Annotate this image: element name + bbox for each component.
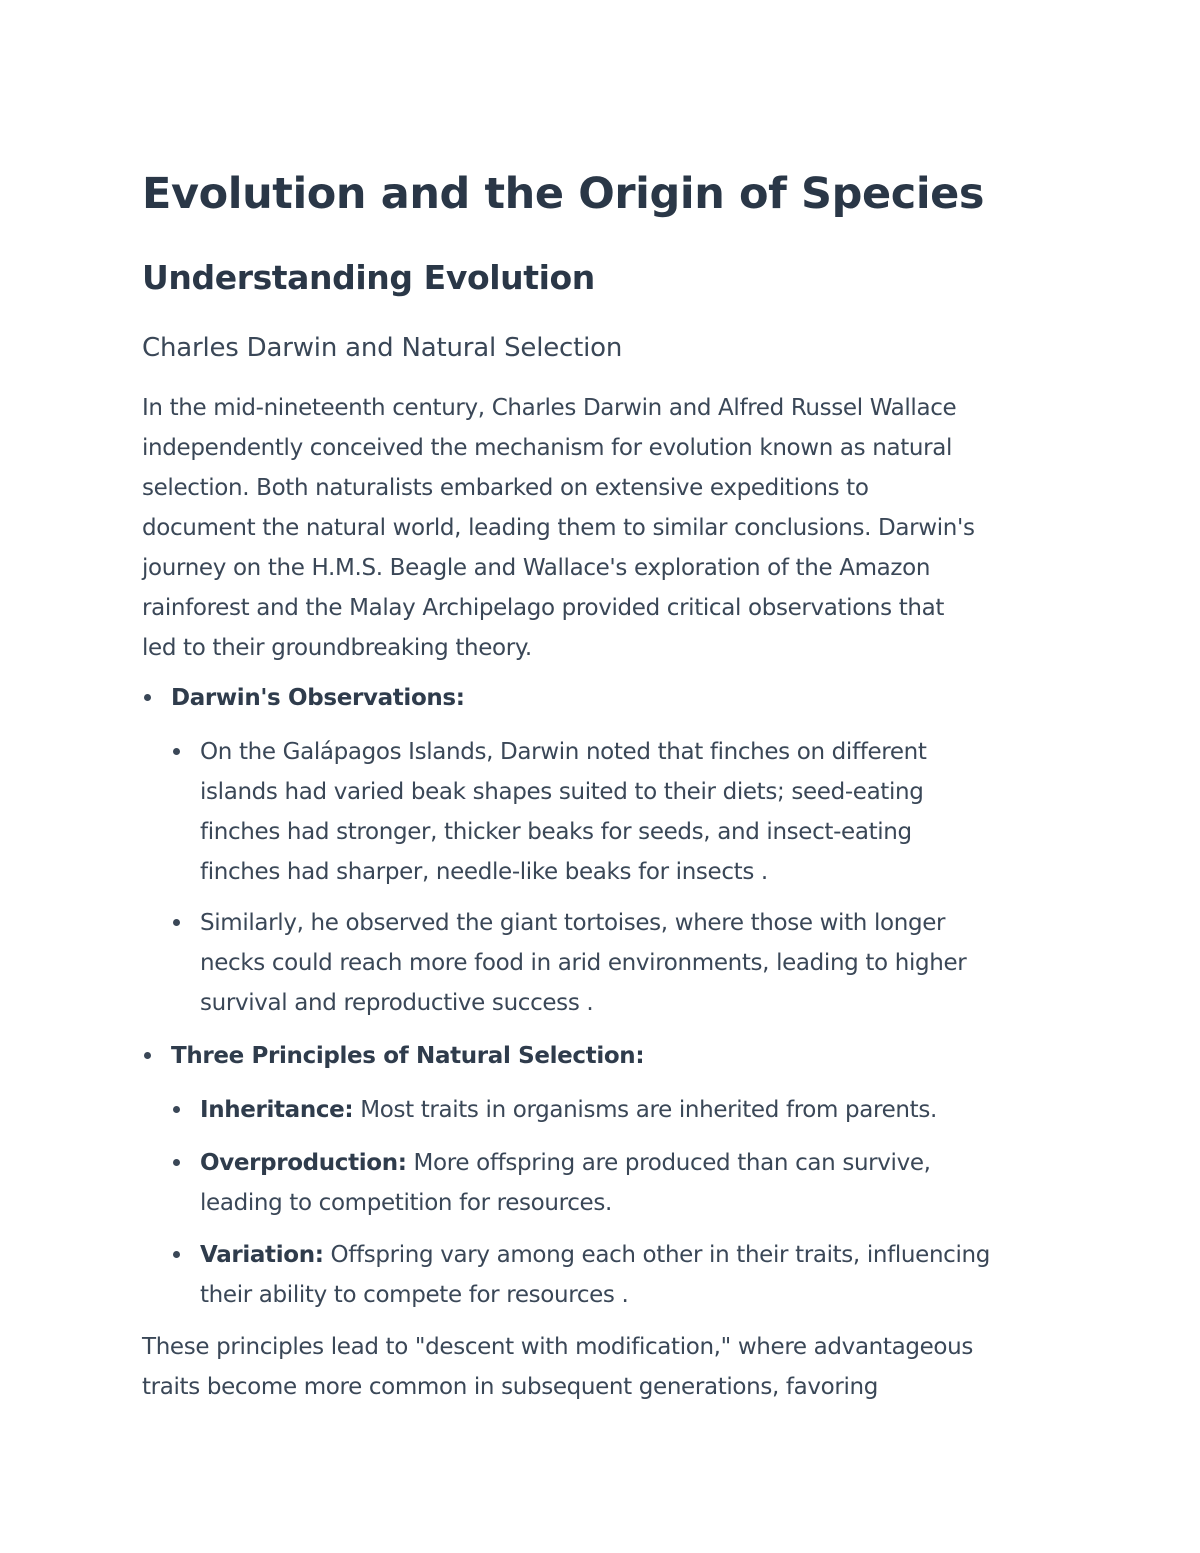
list-item-finches [200,732,927,892]
closing-paragraph [142,1327,1047,1407]
list-item-label: Darwin's Observations: [171,685,465,711]
list-item-tortoises [200,903,966,1023]
term-description: Offspring vary among each other in their traits, influencing [323,1242,990,1268]
paragraph-line: traits become more common in subsequent generations, favoring [142,1374,879,1400]
list-item-observations [171,678,465,718]
list-item-label: Three Principles of Natural Selection: [171,1043,645,1069]
bullet-icon [144,1052,151,1059]
list-item-line: their ability to compete for resources . [200,1282,629,1308]
term-label: Overproduction: [200,1150,407,1176]
section-heading: Understanding Evolution [142,258,595,297]
paragraph-line: document the natural world, leading them to similar conclusions. Darwin's [142,515,975,541]
list-item-line [200,1090,937,1130]
paragraph-line: journey on the H.M.S. Beagle and Wallace's exploration of the Amazon [142,555,931,581]
paragraph-line: These principles lead to "descent with modification," where advantageous [142,1334,973,1360]
list-item-line: finches had stronger, thicker beaks for seeds, and insect-eating [200,819,912,845]
list-item-line: islands had varied beak shapes suited to their diets; seed-eating [200,779,924,805]
term-label: Variation: [200,1242,324,1268]
list-item-line: finches had sharper, needle-like beaks for insects . [200,859,768,885]
bullet-icon [173,1159,180,1166]
bullet-icon [173,919,180,926]
paragraph-line: rainforest and the Malay Archipelago provided critical observations that [142,595,945,621]
list-item-line [200,1143,931,1183]
list-item-line: Similarly, he observed the giant tortoises, where those with longer [200,910,946,936]
bullet-icon [173,1106,180,1113]
bullet-icon [144,694,151,701]
list-item-inheritance [200,1090,937,1130]
list-item-line: On the Galápagos Islands, Darwin noted that finches on different [200,739,927,765]
bullet-icon [173,748,180,755]
paragraph-line: led to their groundbreaking theory. [142,635,532,661]
subsection-heading: Charles Darwin and Natural Selection [142,333,623,363]
paragraph-line: selection. Both naturalists embarked on extensive expeditions to [142,475,869,501]
list-item-principles [171,1036,644,1076]
list-item-variation [200,1235,990,1315]
paragraph-line: independently conceived the mechanism for evolution known as natural [142,435,953,461]
term-description: More offspring are produced than can survive, [406,1150,931,1176]
list-item-overproduction [200,1143,931,1223]
intro-paragraph [142,388,1047,668]
document-title: Evolution and the Origin of Species [142,169,985,219]
term-label: Inheritance: [200,1097,354,1123]
list-item-line: survival and reproductive success . [200,990,594,1016]
list-item-line: leading to competition for resources. [200,1190,612,1216]
bullet-icon [173,1251,180,1258]
paragraph-line: In the mid-nineteenth century, Charles Darwin and Alfred Russel Wallace [142,395,957,421]
list-item-line [200,1235,990,1275]
term-description: Most traits in organisms are inherited from parents. [353,1097,937,1123]
list-item-line: necks could reach more food in arid environments, leading to higher [200,950,967,976]
